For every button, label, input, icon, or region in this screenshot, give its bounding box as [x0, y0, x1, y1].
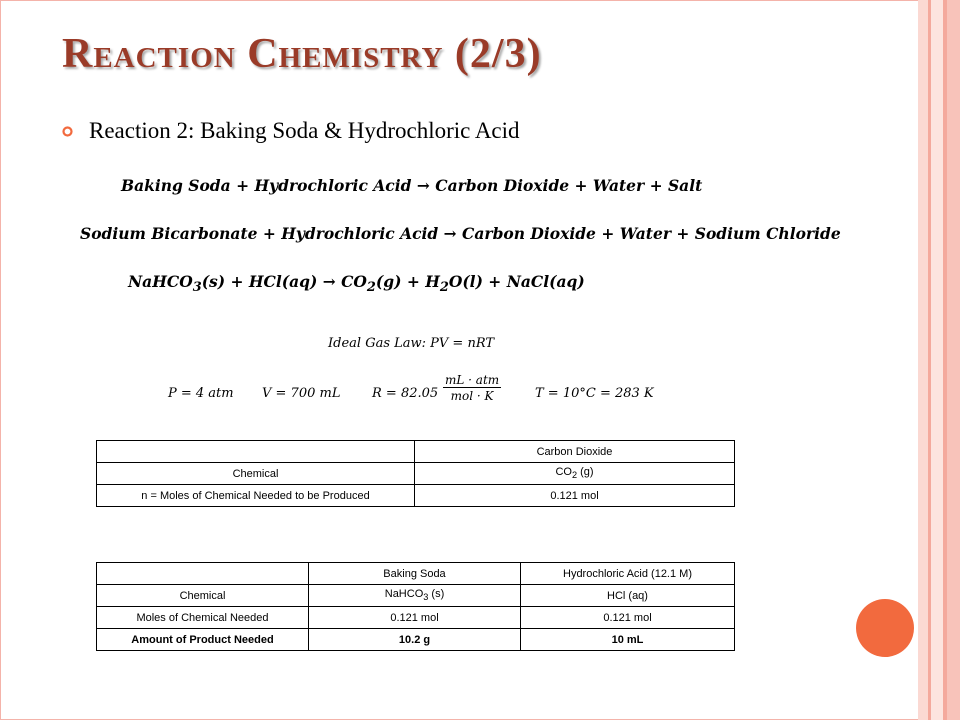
table-row: Moles of Chemical Needed 0.121 mol 0.121 mol — [97, 607, 735, 629]
temperature-value: T = 10°C = 283 K — [535, 386, 654, 401]
word-equation-common: Baking Soda + Hydrochloric Acid → Carbon Dioxide + Water + Salt — [121, 176, 703, 195]
volume-value: V = 700 mL — [262, 386, 341, 401]
gas-constant-units: mL · atm mol · K — [445, 373, 500, 403]
bullet-text: Reaction 2: Baking Soda & Hydrochloric Acid — [89, 118, 520, 143]
decorative-side-stripes — [918, 0, 960, 720]
ideal-gas-law-title: Ideal Gas Law: PV = nRT — [328, 336, 495, 351]
pressure-value: P = 4 atm — [168, 386, 234, 401]
table-row: Chemical $CO_2$ (g) — [97, 463, 735, 485]
slide-title: Reaction Chemistry (2/3) — [62, 31, 542, 77]
table-header-row: Baking Soda Hydrochloric Acid (12.1 M) — [97, 563, 735, 585]
table-carbon-dioxide — [96, 440, 735, 507]
bullet-item — [62, 118, 520, 144]
word-equation-chemical: Sodium Bicarbonate + Hydrochloric Acid → Carbon Dioxide + Water + Sodium Chloride — [80, 224, 841, 243]
table-row-total: Amount of Product Needed 10.2 g 10 mL — [97, 629, 735, 651]
ring-bullet-icon — [62, 126, 73, 137]
table-header-row: Carbon Dioxide — [97, 441, 735, 463]
decorative-orange-circle — [856, 599, 914, 657]
table-row: Chemical NaHCO$_3$ (s) HCl (aq) — [97, 585, 735, 607]
table-reactants — [96, 562, 735, 651]
formula-equation: NaHCO$_3$(s) + $HCl(aq) \to CO_2(g) + H_2O(l)$ + NaCl(aq) — [128, 272, 585, 296]
table-row: n = Moles of Chemical Needed to be Produced 0.121 mol — [97, 485, 735, 507]
gas-constant-value: R = 82.05 — [372, 386, 439, 401]
